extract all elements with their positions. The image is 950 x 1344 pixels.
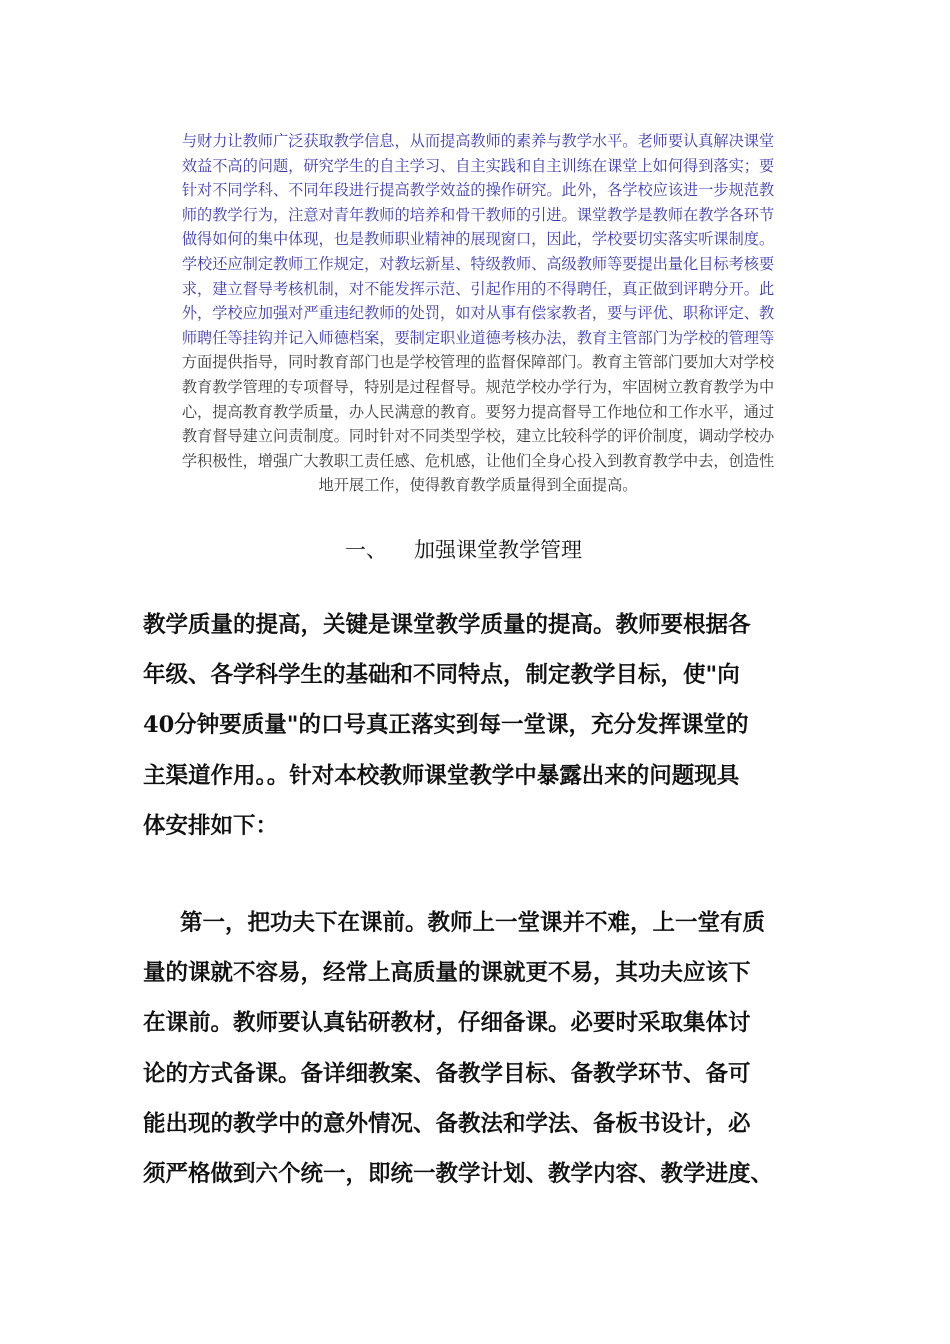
intro-line: 效益不高的问题，研究学生的自主学习、自主实践和自主训练在课堂上如何得到落实；要 [181,156,775,175]
body-paragraph-1 [143,600,833,851]
intro-line: 教育教学管理的专项督导，特别是过程督导。规范学校办学行为，牢固树立教育教学为中 [181,377,775,396]
intro-line: 教育督导建立问责制度。同时针对不同类型学校，建立比较科学的评价制度，调动学校办 [181,427,775,446]
intro-line: 学积极性，增强广大教职工责任感、危机感，让他们全身心投入到教育教学中去，创造性 [181,451,775,470]
intro-line: 针对不同学科、不同年段进行提高教学效益的操作研究。此外，各学校应该进一步规范教 [181,181,775,200]
intro-line: 外，学校应加强对严重违纪教师的处罚，如对从事有偿家教者，要与评优、职称评定、教 [181,304,775,323]
intro-line: 师聘任等挂钩并记入师德档案，要制定职业道德考核办法，教育主管部门为学校的管理等 [181,328,775,347]
intro-paragraph [140,129,816,498]
intro-line: 做得如何的集中体现，也是教师职业精神的展现窗口，因此，学校要切实落实听课制度。 [181,230,775,249]
paragraph-line: 年级、各学科学生的基础和不同特点，制定教学目标，使"向 [143,662,740,689]
intro-line: 师的教学行为，注意对青年教师的培养和骨干教师的引进。课堂教学是教师在教学各环节 [181,205,775,224]
intro-line: 方面提供指导，同时教育部门也是学校管理的监督保障部门。教育主管部门要加大对学校 [181,353,775,372]
paragraph-line: 在课前。教师要认真钻研教材，仔细备课。必要时采取集体讨 [143,1010,751,1037]
paragraph-line: 须严格做到六个统一，即统一教学计划、教学内容、教学进度、 [143,1161,774,1188]
intro-line: 与财力让教师广泛获取教学信息，从而提高教师的素养与教学水平。老师要认真解决课堂 [181,132,775,150]
paragraph-line: 体安排如下： [143,812,279,839]
intro-line: 心，提高教育教学质量，办人民满意的教育。要努力提高督导工作地位和工作水平，通过 [181,402,775,421]
section-title: 加强课堂教学管理 [414,538,582,562]
paragraph-line: 第一，把功夫下在课前。教师上一堂课并不难，上一堂有质 [180,910,766,936]
section-number: 一、 [345,538,387,562]
paragraph-line: 能出现的教学中的意外情况、备教法和学法、备板书设计，必 [143,1110,751,1137]
paragraph-line: 量的课就不容易，经常上高质量的课就更不易，其功夫应该下 [143,960,751,987]
paragraph-line: 论的方式备课。备详细教案、备教学目标、备教学环节、备可 [143,1060,751,1087]
intro-line: 求，建立督导考核机制，对不能发挥示范、引起作用的不得聘任，真正做到评聘分开。此 [181,279,775,298]
paragraph-line: 教学质量的提高，关键是课堂教学质量的提高。教师要根据各 [143,612,751,638]
intro-line: 地开展工作，使得教育教学质量得到全面提高。 [318,476,638,495]
intro-line: 学校还应制定教师工作规定，对教坛新星、特级教师、高级教师等要提出量化目标考核要 [181,254,775,273]
body-paragraph-2 [143,898,833,1199]
paragraph-line: 40分钟要质量"的口号真正落实到每一堂课，充分发挥课堂的 [143,712,749,739]
paragraph-line: 主渠道作用。。针对本校教师课堂教学中暴露出来的问题现具 [143,762,740,789]
